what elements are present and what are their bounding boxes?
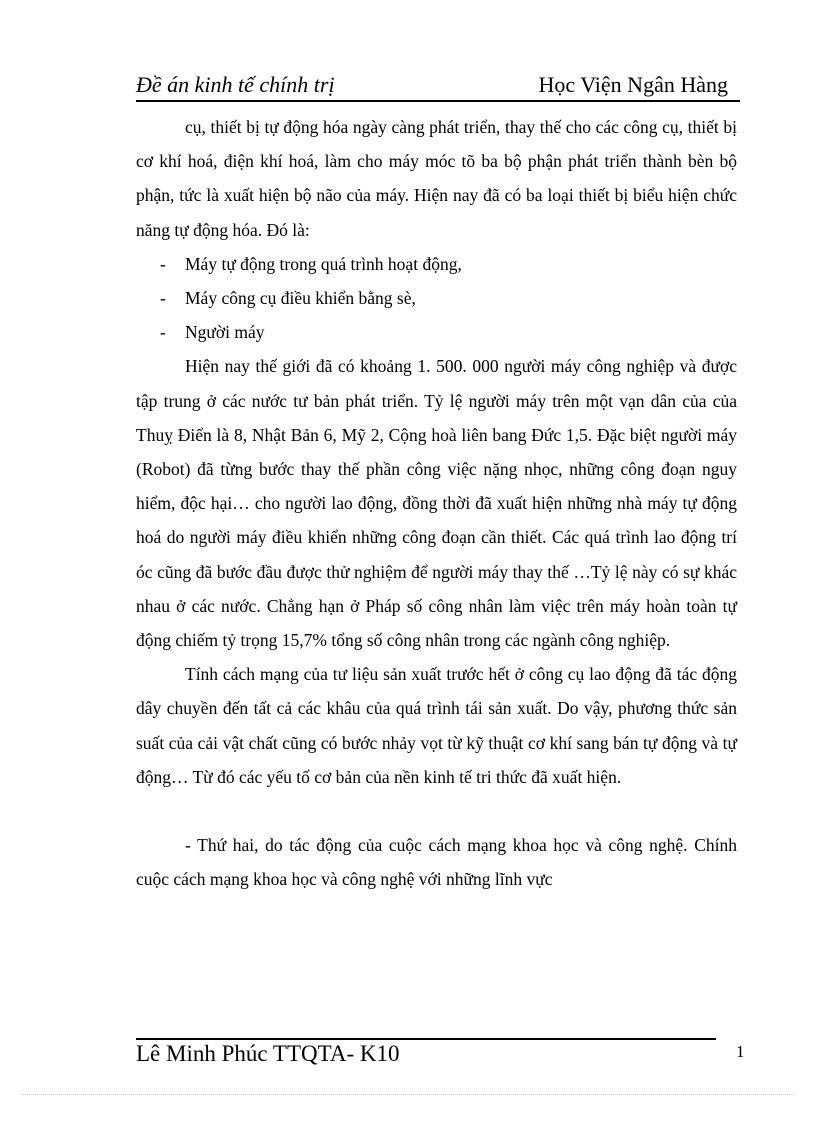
page-number: 1 <box>736 1042 745 1061</box>
paragraph-4: - Thứ hai, do tác động của cuộc cách mạng khoa học và công nghệ. Chính cuộc cách mạng khoa học và công nghệ với những lĩnh vực <box>136 835 737 890</box>
list-item <box>136 315 737 349</box>
bullet-dash: - <box>160 288 166 309</box>
list-item <box>136 281 737 315</box>
header-institution: Học Viện Ngân Hàng <box>538 72 728 97</box>
page-header <box>136 70 740 102</box>
list-item <box>136 247 737 281</box>
footer-author: Lê Minh Phúc TTQTA- K10 <box>136 1041 400 1066</box>
list-item-text: Người máy <box>185 322 265 343</box>
bullet-dash: - <box>160 253 166 274</box>
page-boundary <box>22 1094 794 1095</box>
list-item-text: Máy tự động trong quá trình hoạt động, <box>185 253 462 274</box>
bullet-list <box>136 247 737 350</box>
paragraph-2: Hiện nay thế giới đã có khoảng 1. 500. 000 người máy công nghiệp và được tập trung ở các nước tư bản phát triển. Tỷ lệ người máy trên một vạn dân của của Thuỵ Điển là 8, Nhật Bản 6, Mỹ 2, Cộng hoà liên bang Đức 1,5. Đặc biệt người máy (Robot) đã từng bước thay thế phần công việc nặng nhọc, những công đoạn nguy hiểm, độc hại… cho người lao động, đồng thời đã xuất hiện những nhà máy tự động hoá do người máy điều khiển những công đoạn cần thiết. Các quá trình lao động trí óc cũng đã bước đầu được thử nghiệm để người máy thay thế …Tỷ lệ này có sự khác nhau ở các nước. Chẳng hạn ở Pháp số công nhân làm việc trên máy hoàn toàn tự động chiếm tỷ trọng 15,7% tổng số công nhân trong các ngành công nghiệp. <box>136 356 737 651</box>
document-body <box>136 110 737 896</box>
list-item-text: Máy công cụ điều khiển bằng sè, <box>185 288 416 309</box>
header-title: Đề án kinh tế chính trị <box>136 72 335 97</box>
paragraph-1: cụ, thiết bị tự động hóa ngày càng phát triển, thay thế cho các công cụ, thiết bị cơ khí hoá, điện khí hoá, làm cho máy móc tõ ba bộ phận phát triển thành bèn bộ phận, tức là xuất hiện bộ não của máy. Hiện nay đã có ba loại thiết bị biểu hiện chức năng tự động hóa. Đó là: <box>136 117 737 240</box>
bullet-dash: - <box>160 322 166 343</box>
blank-line <box>136 794 737 828</box>
paragraph-3: Tính cách mạng của tư liệu sản xuất trước hết ở công cụ lao động đã tác động dây chuyền đến tất cả các khâu của quá trình tái sản xuất. Do vậy, phương thức sản suất của cải vật chất cũng có bước nhảy vọt từ kỹ thuật cơ khí sang bán tự động và tự động… Từ đó các yếu tố cơ bản của nền kinh tế tri thức đã xuất hiện. <box>136 664 737 787</box>
footer-rule <box>136 1038 716 1040</box>
